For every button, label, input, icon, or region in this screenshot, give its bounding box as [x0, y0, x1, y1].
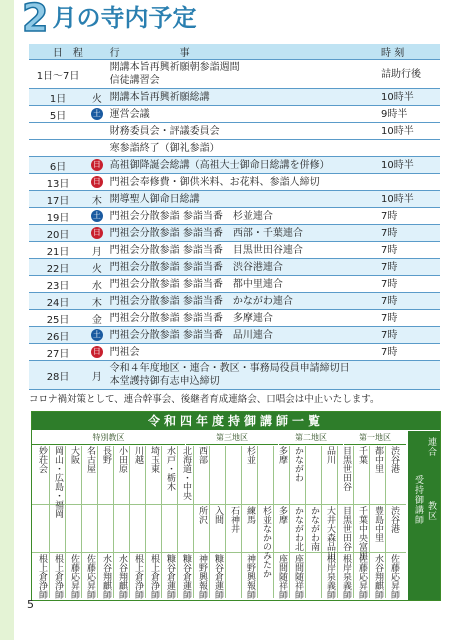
- event-line: 開導聖人御命日総講: [109, 193, 200, 205]
- row-weekday: 月: [87, 361, 107, 390]
- column-kyoku: 大井大森品川: [325, 506, 335, 560]
- schedule-row: [29, 140, 440, 157]
- column-teacher: 根岸泉義師: [325, 554, 335, 599]
- panel-side-legend: [408, 431, 440, 600]
- event-line: 令和４年度地区・連合・教区・事務局役員申請締切日: [109, 363, 350, 374]
- page-number: 5: [27, 598, 34, 611]
- panel-title: 令和四年度持御講師一覧: [32, 412, 440, 430]
- lecturer-column: [212, 446, 223, 599]
- event-line: 門祖会: [109, 346, 140, 358]
- column-separator: [113, 446, 114, 598]
- lecturer-column: [196, 446, 207, 599]
- schedule-header-row: [29, 44, 440, 60]
- row-event: [107, 242, 378, 259]
- lecturer-column: [260, 446, 271, 596]
- lecturer-column: [100, 446, 111, 599]
- schedule-row: [29, 60, 440, 89]
- column-teacher: 糠谷倉蓮師: [165, 554, 175, 599]
- column-rengo: 小田原: [117, 446, 127, 473]
- row-time: [378, 157, 440, 174]
- schedule-row: [29, 361, 440, 390]
- column-rengo: かながわ: [293, 446, 303, 482]
- event-line: 門祖会分散参詣 参詣当番 品川連合: [109, 329, 273, 341]
- column-rengo: 長野: [101, 446, 111, 464]
- column-kyoku: 杉並なかのみたか: [261, 506, 271, 578]
- row-weekday: 月: [87, 242, 107, 259]
- row-weekday: 火: [87, 259, 107, 276]
- header-event: 行 事: [107, 44, 378, 60]
- column-separator: [273, 446, 274, 598]
- time-line: 7時: [381, 210, 398, 222]
- page-heading: [22, 0, 197, 40]
- column-separator: [241, 446, 242, 598]
- column-separator: [129, 446, 130, 598]
- column-separator: [193, 446, 194, 598]
- column-kyoku: 入間: [213, 506, 223, 524]
- time-line: 7時: [381, 346, 398, 358]
- lecturer-column: [36, 446, 47, 599]
- row-event: [107, 140, 378, 157]
- row-weekday: [87, 123, 107, 140]
- column-rengo: 西部: [197, 446, 207, 464]
- row-date: 28日: [29, 361, 87, 390]
- sunday-badge: 日: [92, 177, 101, 186]
- column-separator: [257, 446, 258, 598]
- row-weekday: [87, 106, 107, 123]
- row-weekday: [87, 60, 107, 89]
- column-teacher: 佐藤応昇師: [389, 554, 399, 599]
- column-separator: [337, 446, 338, 598]
- row-event: [107, 276, 378, 293]
- column-teacher: 佐藤応昇師: [69, 554, 79, 599]
- column-separator: [369, 446, 370, 598]
- column-separator: [321, 446, 322, 598]
- row-weekday: 水: [87, 276, 107, 293]
- row-date: 24日: [29, 293, 87, 310]
- column-teacher: 糠谷倉蓮師: [213, 554, 223, 599]
- row-date: 20日: [29, 225, 87, 242]
- row-time: [378, 327, 440, 344]
- row-event: [107, 174, 378, 191]
- row-time: [378, 293, 440, 310]
- column-kyoku: 千葉中央富里: [357, 506, 367, 560]
- column-separator: [161, 446, 162, 598]
- time-line: 10時半: [381, 193, 414, 205]
- time-line: 7時: [381, 295, 398, 307]
- sunday-badge: 日: [92, 347, 101, 356]
- row-time: [378, 310, 440, 327]
- column-kyoku: 練馬: [245, 506, 255, 524]
- column-rengo: 岡山・広島・福岡: [53, 446, 63, 518]
- lecturer-column: [84, 446, 95, 599]
- row-date: 27日: [29, 344, 87, 361]
- row-date: 25日: [29, 310, 87, 327]
- row-event: [107, 60, 378, 89]
- column-separator: [81, 446, 82, 598]
- legend-teacher: 受持御講師: [413, 475, 423, 525]
- column-separator: [177, 446, 178, 598]
- time-line: 10時半: [381, 91, 414, 103]
- row-event: [107, 361, 378, 390]
- column-rengo: 妙荘会: [37, 446, 47, 473]
- schedule-row: [29, 242, 440, 259]
- column-rengo: 大阪: [69, 446, 79, 464]
- event-line: 本堂護持御有志申込締切: [109, 376, 220, 387]
- lecturer-column: [52, 446, 63, 599]
- lecturer-column: [180, 446, 191, 599]
- event-line: 高祖御降誕会総講（高祖大士御命日総講を併修）: [109, 159, 330, 171]
- schedule-row: [29, 276, 440, 293]
- left-margin-strip: [0, 0, 14, 640]
- time-line: 7時: [381, 278, 398, 290]
- row-event: [107, 208, 378, 225]
- event-line: 門祖会分散参詣 参詣当番 多摩連合: [109, 312, 273, 324]
- lecturer-column: [148, 446, 159, 599]
- event-line: 運営会議: [109, 108, 150, 120]
- row-date: 17日: [29, 191, 87, 208]
- time-line: 7時: [381, 329, 398, 341]
- event-line: 開講本旨再興祈願総講: [109, 91, 210, 103]
- saturday-badge: 土: [92, 330, 101, 339]
- time-line: 9時半: [381, 108, 408, 120]
- lecturer-column: [372, 446, 383, 599]
- row-time: [378, 106, 440, 123]
- column-rengo: 都中里: [373, 446, 383, 473]
- row-weekday: 木: [87, 191, 107, 208]
- column-teacher: 根岸泉義師: [341, 554, 351, 599]
- column-separator: [385, 446, 386, 598]
- column-kyoku: 豊島中里: [373, 506, 383, 542]
- lecturer-column: [340, 446, 351, 599]
- column-rengo: 名古屋: [85, 446, 95, 473]
- row-date: 23日: [29, 276, 87, 293]
- row-event: [107, 191, 378, 208]
- event-line: 信徒講習会: [109, 75, 160, 86]
- lecturer-column: [244, 446, 255, 599]
- event-line: 門祖会分散参詣 参詣当番 都中里連合: [109, 278, 283, 290]
- row-time: [378, 225, 440, 242]
- column-rengo: 多摩: [277, 446, 287, 464]
- column-teacher: 座間随祥師: [277, 554, 287, 599]
- row-date: 6日: [29, 157, 87, 174]
- schedule-row: [29, 293, 440, 310]
- sunday-badge: 日: [92, 228, 101, 237]
- row-event: [107, 106, 378, 123]
- column-teacher: 根上倉浄師: [133, 554, 143, 599]
- lecturer-column: [164, 446, 175, 599]
- sunday-badge: 日: [92, 160, 101, 169]
- row-event: [107, 225, 378, 242]
- legend-rengo: 連合: [426, 437, 436, 457]
- schedule-row: [29, 89, 440, 106]
- header-date: 日 程: [29, 44, 107, 60]
- row-time: [378, 174, 440, 191]
- schedule-row: [29, 191, 440, 208]
- column-teacher: 根上倉浄師: [149, 554, 159, 599]
- legend-kyoku: 教区: [426, 501, 436, 521]
- row-time: [378, 140, 440, 157]
- region-label: 特別教区: [32, 431, 185, 445]
- column-separator: [289, 446, 290, 598]
- column-separator: [209, 446, 210, 598]
- column-rengo: 埼玉東: [149, 446, 159, 473]
- row-event: [107, 157, 378, 174]
- column-teacher: 水谷翔麒師: [373, 554, 383, 599]
- time-line: 詰助行後: [381, 68, 422, 80]
- month-number: 2: [22, 0, 49, 40]
- lecturer-panel: [31, 411, 441, 601]
- time-line: 7時: [381, 244, 398, 256]
- region-label: 第二地区: [279, 431, 343, 445]
- row-date: 1日～7日: [29, 60, 87, 89]
- column-separator: [145, 446, 146, 598]
- row-weekday: [87, 225, 107, 242]
- schedule-row: [29, 174, 440, 191]
- row-time: [378, 276, 440, 293]
- lecturer-column: [132, 446, 143, 599]
- lecturer-column: [276, 446, 287, 599]
- column-teacher: 佐藤応昇師: [357, 554, 367, 599]
- row-event: [107, 310, 378, 327]
- row-event: [107, 293, 378, 310]
- schedule-row: [29, 157, 440, 174]
- schedule-row: [29, 225, 440, 242]
- row-weekday: [87, 157, 107, 174]
- row-weekday: [87, 327, 107, 344]
- column-teacher: 根上倉浄師: [53, 554, 63, 599]
- time-line: 7時: [381, 312, 398, 324]
- column-teacher: 糠谷倉蓮師: [181, 554, 191, 599]
- region-label: 第一地区: [344, 431, 406, 445]
- event-line: 門祖会奉修費・御供米料、お花料、参詣人締切: [109, 176, 320, 188]
- lecturer-column: [324, 446, 335, 599]
- column-teacher: 水谷翔麒師: [101, 554, 111, 599]
- column-separator: [49, 446, 50, 598]
- region-header: [32, 431, 406, 444]
- row-event: [107, 327, 378, 344]
- column-teacher: 神野興報師: [197, 554, 207, 599]
- column-separator: [353, 446, 354, 598]
- column-rengo: 渋谷港: [389, 446, 399, 473]
- row-date: 1日: [29, 89, 87, 106]
- row-event: [107, 344, 378, 361]
- header-time: 時 刻: [378, 44, 440, 60]
- row-time: [378, 242, 440, 259]
- column-rengo: 千葉: [357, 446, 367, 464]
- row-event: [107, 123, 378, 140]
- row-date: 5日: [29, 106, 87, 123]
- column-separator: [305, 446, 306, 598]
- row-time: [378, 123, 440, 140]
- lecturer-column: [116, 446, 127, 599]
- column-teacher: 根上倉浄師: [37, 554, 47, 599]
- row-time: [378, 259, 440, 276]
- row-weekday: [87, 174, 107, 191]
- column-rengo: 北海道・中央: [181, 446, 191, 500]
- schedule-row: [29, 208, 440, 225]
- event-line: 門祖会分散参詣 参詣当番 目黒世田谷連合: [109, 244, 303, 256]
- time-line: 10時半: [381, 125, 414, 137]
- row-weekday: [87, 208, 107, 225]
- lecturer-column: [228, 446, 239, 596]
- schedule-row: [29, 327, 440, 344]
- column-rengo: 川越: [133, 446, 143, 464]
- event-line: 門祖会分散参詣 参詣当番 かながわ連合: [109, 295, 293, 307]
- row-weekday: 火: [87, 89, 107, 106]
- event-line: 門祖会分散参詣 参詣当番 西部・千葉連合: [109, 227, 303, 239]
- row-date: 13日: [29, 174, 87, 191]
- event-line: 開講本旨再興祈願朝参詣週間: [109, 62, 240, 73]
- column-rengo: 水戸・栃木: [165, 446, 175, 491]
- notice-text: コロナ禍対策として、連合幹事会、後継者育成連絡会、口唱会は中止いたします。: [29, 394, 380, 405]
- event-line: 財務委員会・評議委員会: [109, 125, 220, 137]
- schedule-row: [29, 310, 440, 327]
- lecturer-column: [68, 446, 79, 599]
- row-date: 22日: [29, 259, 87, 276]
- lecturer-column: [308, 446, 319, 596]
- column-separator: [65, 446, 66, 598]
- schedule-row: [29, 259, 440, 276]
- column-kyoku: 多摩: [277, 506, 287, 524]
- column-rengo: 杉並: [245, 446, 255, 464]
- row-date: 21日: [29, 242, 87, 259]
- row-weekday: 木: [87, 293, 107, 310]
- row-event: [107, 89, 378, 106]
- column-separator: [225, 446, 226, 598]
- time-line: 10時半: [381, 159, 414, 171]
- time-line: 7時: [381, 227, 398, 239]
- row-time: [378, 208, 440, 225]
- schedule-row: [29, 106, 440, 123]
- row-weekday: [87, 344, 107, 361]
- row-date: [29, 140, 87, 157]
- lecturer-column: [356, 446, 367, 599]
- row-weekday: 金: [87, 310, 107, 327]
- event-line: 門祖会分散参詣 参詣当番 杉並連合: [109, 210, 273, 222]
- row-event: [107, 259, 378, 276]
- row-time: [378, 191, 440, 208]
- lecturer-column: [292, 446, 303, 599]
- lecturer-column: [388, 446, 399, 599]
- column-teacher: 神野興報師: [245, 554, 255, 599]
- column-kyoku: 所沢: [197, 506, 207, 524]
- row-time: [378, 344, 440, 361]
- event-line: 門祖会分散参詣 参詣当番 渋谷港連合: [109, 261, 283, 273]
- saturday-badge: 土: [92, 109, 101, 118]
- column-teacher: 佐藤応昇師: [85, 554, 95, 599]
- column-teacher: 座間随祥師: [293, 554, 303, 599]
- schedule-row: [29, 344, 440, 361]
- column-kyoku: 目黒世田谷: [341, 506, 351, 551]
- row-date: [29, 123, 87, 140]
- schedule-table: [29, 44, 440, 390]
- saturday-badge: 土: [92, 211, 101, 220]
- row-time: [378, 89, 440, 106]
- column-kyoku: 石神井: [229, 506, 239, 533]
- schedule-row: [29, 123, 440, 140]
- time-line: 7時: [381, 261, 398, 273]
- column-kyoku: かながわ北: [293, 506, 303, 551]
- region-label: 第三地区: [186, 431, 278, 445]
- row-date: 26日: [29, 327, 87, 344]
- column-rengo: 目黒世田谷: [341, 446, 351, 491]
- row-time: [378, 361, 440, 390]
- event-line: 寒参詣終了（御礼参詣）: [109, 142, 220, 154]
- column-teacher: 水谷翔麒師: [117, 554, 127, 599]
- row-date: 19日: [29, 208, 87, 225]
- column-kyoku: 渋谷港: [389, 506, 399, 533]
- row-weekday: [87, 140, 107, 157]
- column-kyoku: かながわ南: [309, 506, 319, 551]
- column-separator: [97, 446, 98, 598]
- row-time: [378, 60, 440, 89]
- page-title: 月の寺内予定: [52, 4, 197, 32]
- column-rengo: 品川: [325, 446, 335, 464]
